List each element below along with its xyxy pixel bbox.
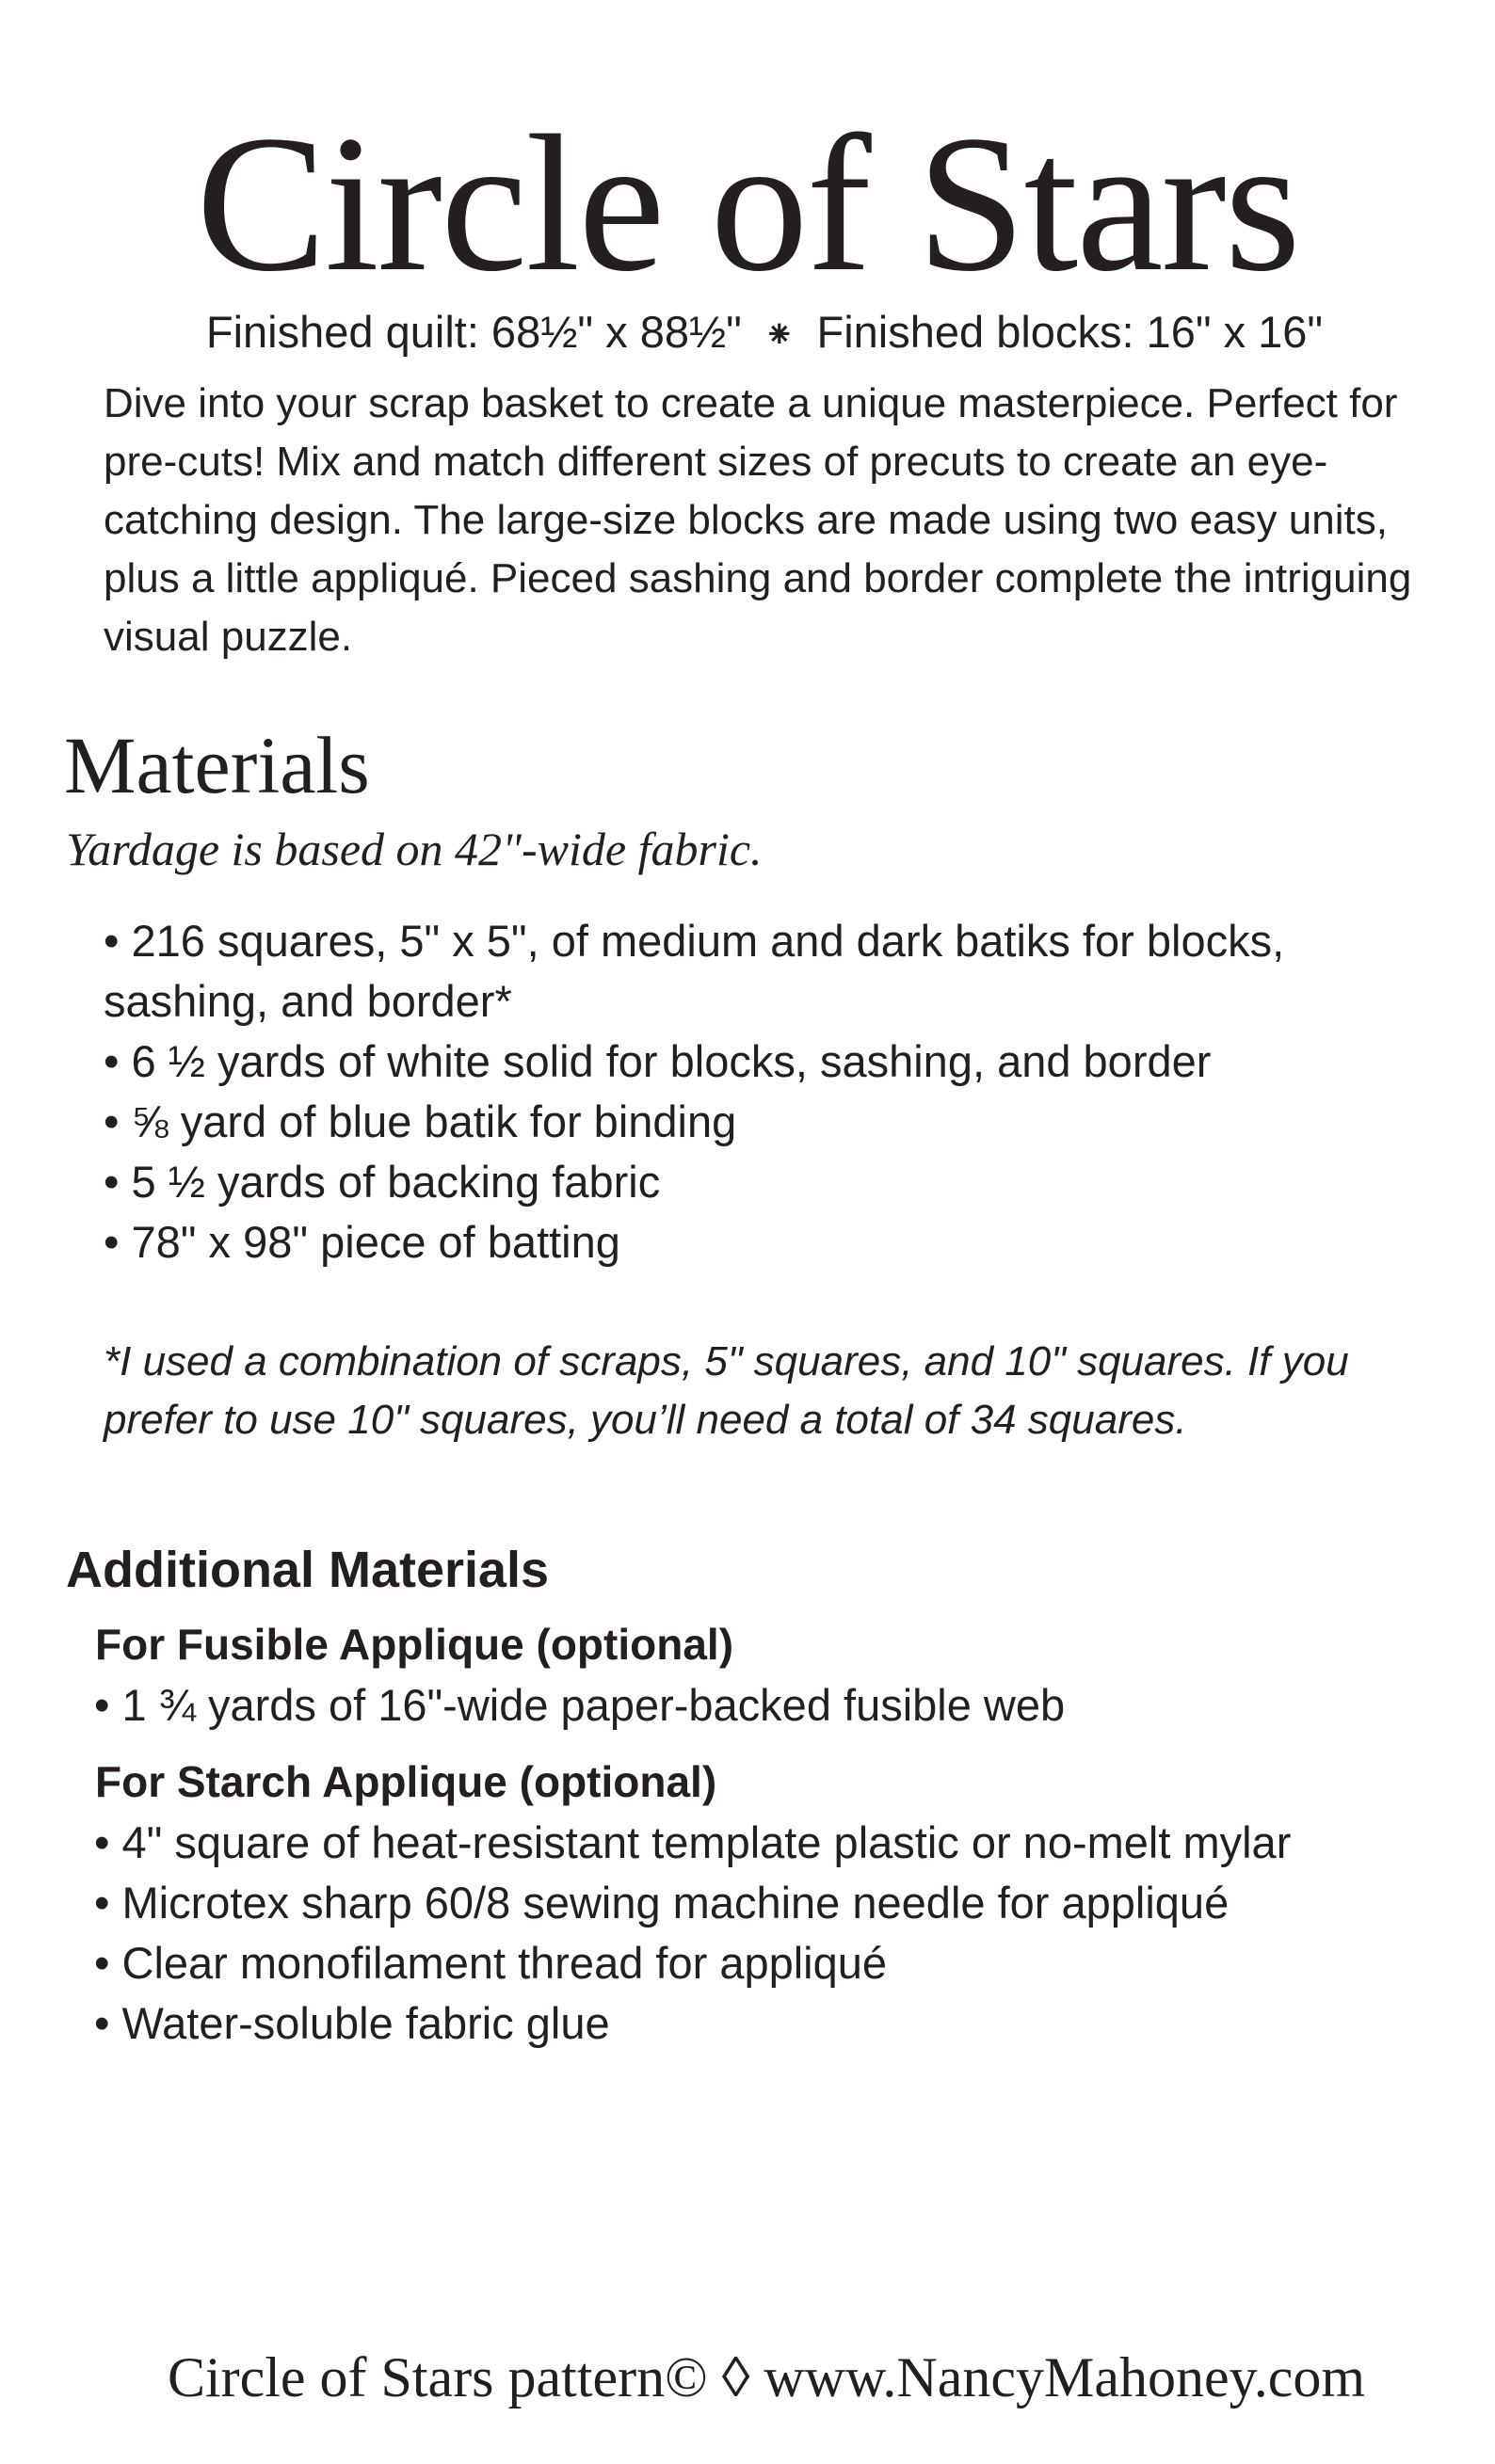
- additional-materials-heading: Additional Materials: [66, 1542, 550, 1598]
- asterism-separator-icon: ⁕: [763, 314, 796, 356]
- page-title: Circle of Stars: [196, 95, 1299, 312]
- fusible-applique-list: [94, 1675, 1450, 1736]
- list-item: • 5 ½ yards of backing fabric: [104, 1152, 1440, 1212]
- list-item: • 1 ¾ yards of 16"-wide paper-backed fusible web: [94, 1675, 1450, 1736]
- materials-heading: Materials: [64, 720, 370, 810]
- materials-list: [104, 911, 1440, 1272]
- materials-footnote: *I used a combination of scraps, 5" squares, and 10" squares. If you prefer to use 10" squares, you’ll need a total of 34 squares.: [104, 1338, 1349, 1443]
- intro-paragraph: Dive into your scrap basket to create a unique masterpiece. Perfect for pre-cuts! Mix and match different sizes of precuts to create an eye-catching design. The large-size blocks are made using two easy units, plus a little appliqué. Pieced sashing and border complete the intriguing visual puzzle.: [104, 380, 1412, 660]
- list-item: • 4" square of heat-resistant template plastic or no-melt mylar: [94, 1813, 1450, 1873]
- list-item: • Clear monofilament thread for appliqué: [94, 1933, 1450, 1993]
- list-item: • 78" x 98" piece of batting: [104, 1212, 1440, 1272]
- page-footer: Circle of Stars pattern© ◊ www.NancyMahoney.com: [167, 2346, 1366, 2408]
- starch-applique-list: [94, 1813, 1450, 2054]
- list-item: • 6 ½ yards of white solid for blocks, sashing, and border: [104, 1032, 1440, 1092]
- list-item: • ⅝ yard of blue batik for binding: [104, 1092, 1440, 1152]
- fusible-applique-heading: For Fusible Applique (optional): [95, 1620, 734, 1669]
- starch-applique-heading: For Starch Applique (optional): [95, 1757, 717, 1806]
- list-item: • Water-soluble fabric glue: [94, 1993, 1450, 2054]
- finished-block-size: Finished blocks: 16" x 16": [816, 307, 1324, 357]
- finished-sizes: [0, 306, 1495, 359]
- list-item: • Microtex sharp 60/8 sewing machine needle for appliqué: [94, 1873, 1450, 1933]
- finished-quilt-size: Finished quilt: 68½" x 88½": [205, 307, 742, 357]
- yardage-note: Yardage is based on 42"-wide fabric.: [66, 823, 763, 875]
- list-item: • 216 squares, 5" x 5", of medium and dark batiks for blocks, sashing, and border*: [104, 911, 1440, 1032]
